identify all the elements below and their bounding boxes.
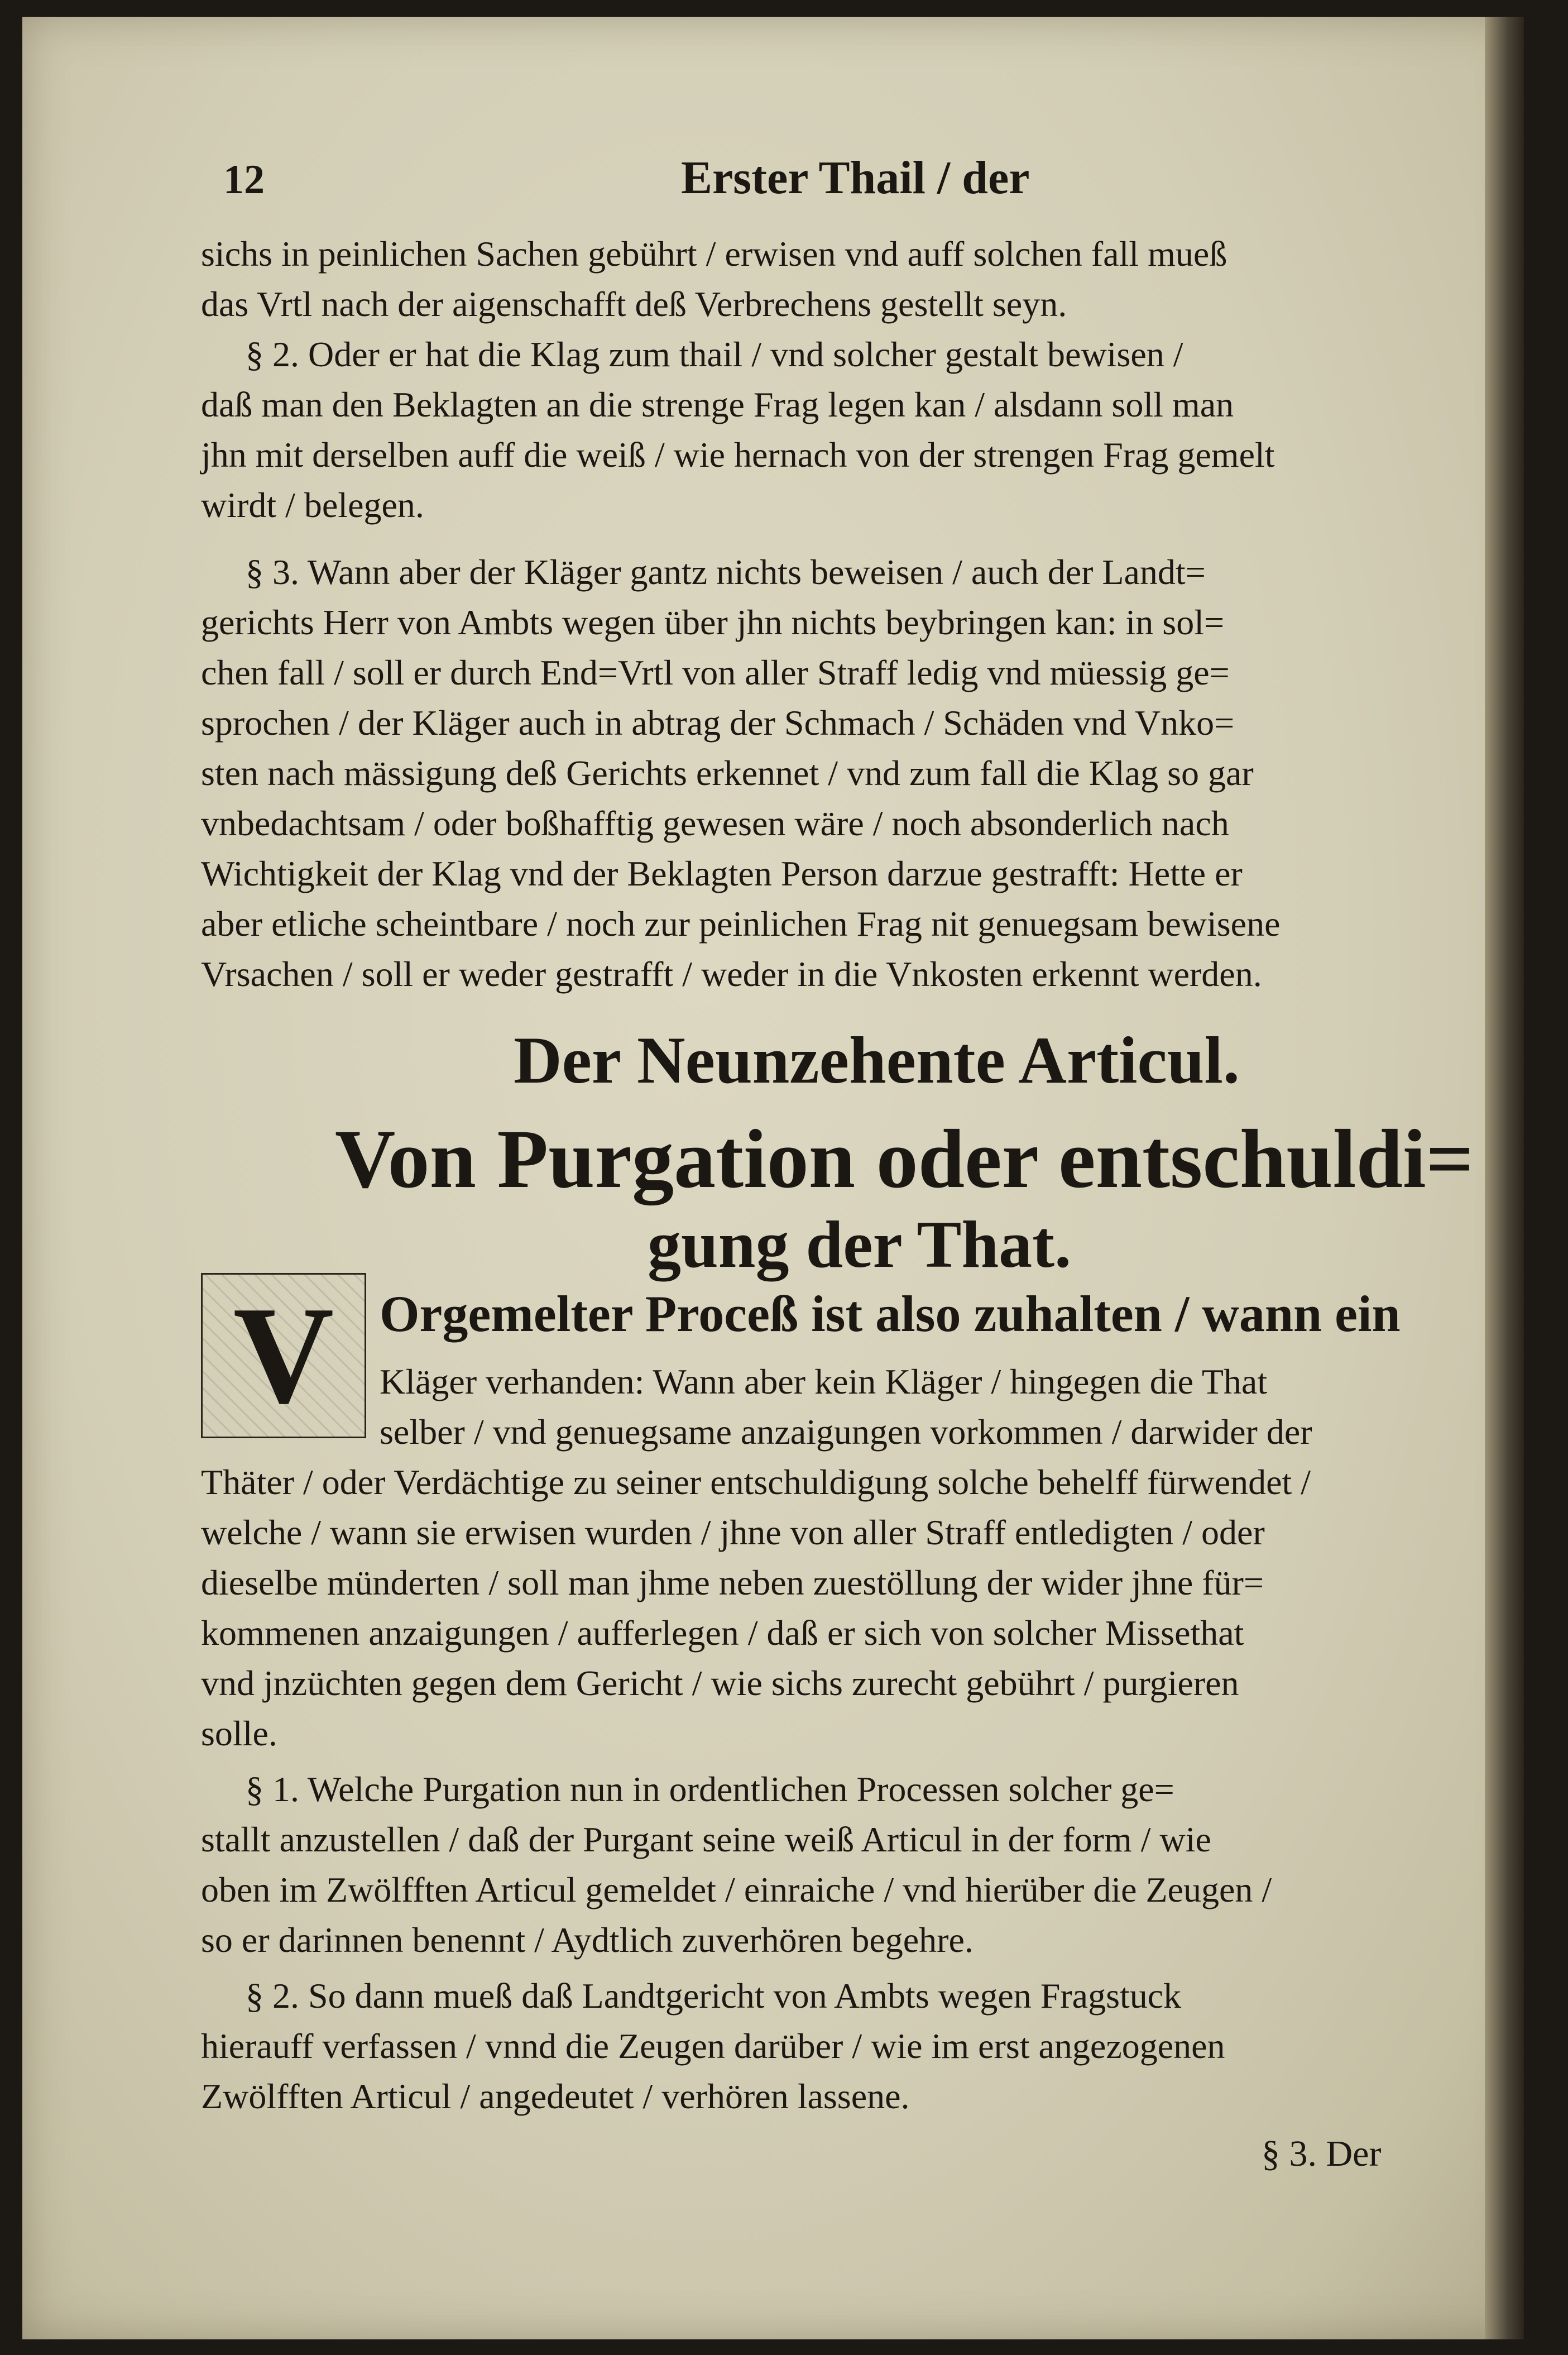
page-number: 12 bbox=[223, 157, 265, 203]
text-line: Kläger verhanden: Wann aber kein Kläger / hingegen die That bbox=[380, 1362, 1268, 1401]
text-line: Zwölfften Articul / angedeutet / verhören lassene. bbox=[201, 2076, 910, 2116]
text-line: kommenen anzaigungen / aufferlegen / daß er sich von solcher Missethat bbox=[201, 1613, 1244, 1653]
text-line: Wichtigkeit der Klag vnd der Beklagten Person darzue gestrafft: Hette er bbox=[201, 854, 1243, 893]
text-line: daß man den Beklagten an die strenge Frag legen kan / alsdann soll man bbox=[201, 385, 1234, 424]
text-line: chen fall / soll er durch End=Vrtl von aller Straff ledig vnd müessig ge= bbox=[201, 653, 1230, 692]
text-line: gerichts Herr von Ambts wegen über jhn nichts beybringen kan: in sol= bbox=[201, 602, 1225, 642]
catchword: § 3. Der bbox=[1262, 2133, 1382, 2174]
page-text bbox=[22, 17, 1524, 2339]
text-line: § 1. Welche Purgation nun in ordentlichen Processen solcher ge= bbox=[246, 1769, 1174, 1809]
running-head: Erster Thail / der bbox=[681, 152, 1030, 204]
text-line: selber / vnd genuegsame anzaigungen vorkommen / darwider der bbox=[380, 1412, 1312, 1452]
text-line: vnbedachtsam / oder boßhafftig gewesen wäre / noch absonderlich nach bbox=[201, 803, 1229, 843]
section-title-line-1: Von Purgation oder entschuldi= bbox=[335, 1113, 1474, 1205]
text-line: § 2. So dann mueß daß Landtgericht von Ambts wegen Fragstuck bbox=[246, 1976, 1182, 2016]
text-line: Vrsachen / soll er weder gestrafft / weder in die Vnkosten erkennt werden. bbox=[201, 954, 1262, 994]
text-line: jhn mit derselben auff die weiß / wie hernach von der strengen Frag gemelt bbox=[201, 435, 1275, 475]
text-line: welche / wann sie erwisen wurden / jhne von aller Straff entledigten / oder bbox=[201, 1512, 1265, 1552]
text-line: sten nach mässigung deß Gerichts erkennet / vnd zum fall die Klag so gar bbox=[201, 753, 1254, 793]
text-line: sprochen / der Kläger auch in abtrag der Schmach / Schäden vnd Vnko= bbox=[201, 703, 1235, 743]
text-line: § 2. Oder er hat die Klag zum thail / vnd solcher gestalt bewisen / bbox=[246, 334, 1183, 374]
text-line: § 3. Wann aber der Kläger gantz nichts beweisen / auch der Landt= bbox=[246, 552, 1206, 592]
article-title: Der Neunzehente Articul. bbox=[514, 1023, 1240, 1097]
drop-cap-initial: V bbox=[201, 1273, 366, 1438]
text-line: wirdt / belegen. bbox=[201, 485, 424, 525]
text-line: hierauff verfassen / vnnd die Zeugen darüber / wie im erst angezogenen bbox=[201, 2026, 1225, 2066]
book-page bbox=[22, 17, 1524, 2339]
body-first-line: Orgemelter Proceß ist also zuhalten / wann ein bbox=[380, 1285, 1401, 1342]
text-line: das Vrtl nach der aigenschafft deß Verbrechens gestellt seyn. bbox=[201, 284, 1067, 324]
text-line: aber etliche scheintbare / noch zur peinlichen Frag nit genuegsam bewisene bbox=[201, 904, 1281, 944]
text-line: stallt anzustellen / daß der Purgant seine weiß Articul in der form / wie bbox=[201, 1820, 1211, 1859]
text-line: sichs in peinlichen Sachen gebührt / erwisen vnd auff solchen fall mueß bbox=[201, 234, 1227, 274]
text-line: vnd jnzüchten gegen dem Gericht / wie sichs zurecht gebührt / purgieren bbox=[201, 1663, 1239, 1703]
text-line: Thäter / oder Verdächtige zu seiner entschuldigung solche behelff fürwendet / bbox=[201, 1462, 1311, 1502]
text-line: oben im Zwölfften Articul gemeldet / einraiche / vnd hierüber die Zeugen / bbox=[201, 1870, 1272, 1909]
text-line: solle. bbox=[201, 1713, 277, 1753]
text-line: so er darinnen benennt / Aydtlich zuverhören begehre. bbox=[201, 1920, 974, 1960]
section-title-line-2: gung der That. bbox=[648, 1207, 1072, 1281]
text-line: dieselbe münderten / soll man jhme neben zuestöllung der wider jhne für= bbox=[201, 1563, 1264, 1602]
